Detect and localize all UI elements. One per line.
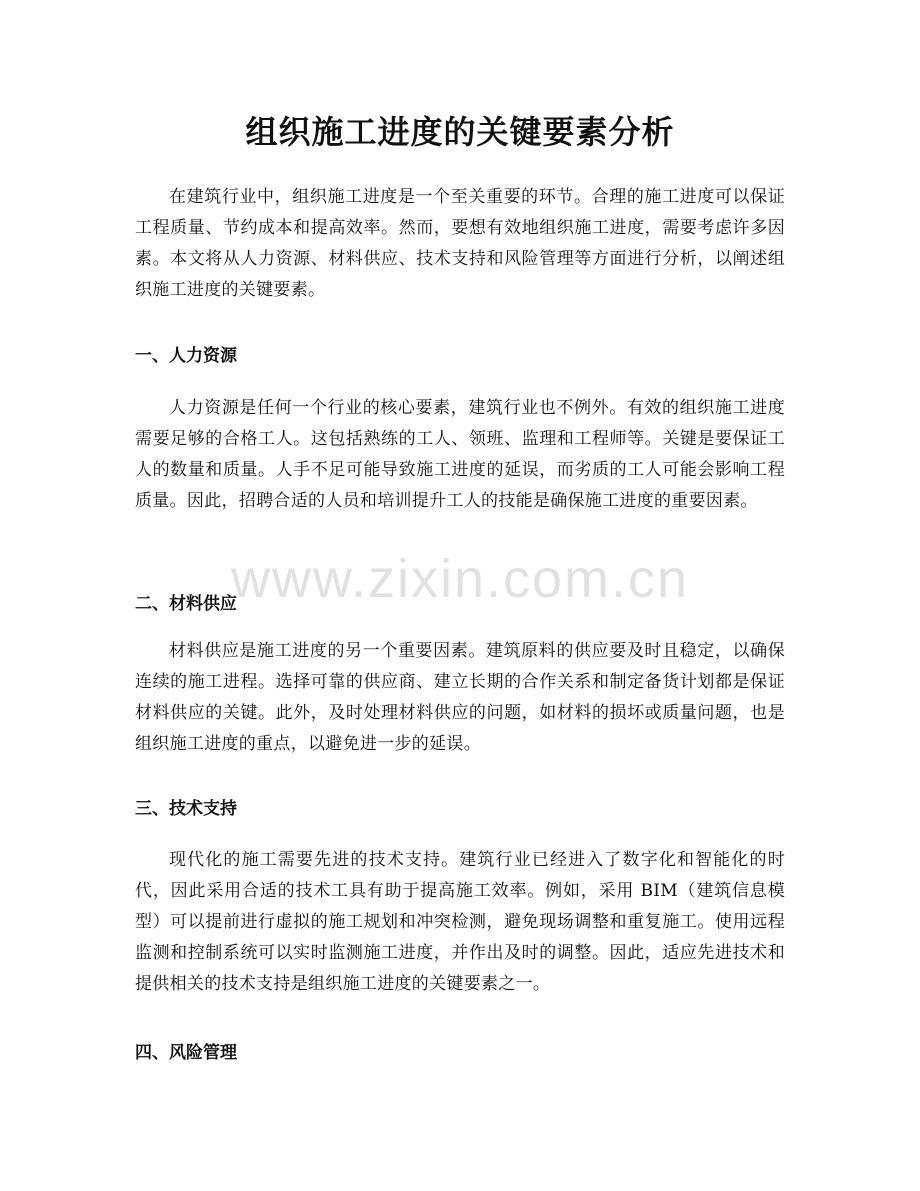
- section-body-human-resources: 人力资源是任何一个行业的核心要素，建筑行业也不例外。有效的组织施工进度需要足够的合格工人。这包括熟练的工人、领班、监理和工程师等。关键是要保证工人的数量和质量。人手不足可能导致施工进度的延误，而劣质的工人可能会影响工程质量。因此，招聘合适的人员和培训提升工人的技能是确保施工进度的重要因素。: [135, 398, 785, 511]
- section-heading-technical-support: 三、技术支持: [135, 799, 237, 819]
- page-title: 组织施工进度的关键要素分析: [245, 113, 675, 151]
- section-heading-risk-management: 四、风险管理: [135, 1043, 237, 1063]
- intro-paragraph: 在建筑行业中，组织施工进度是一个至关重要的环节。合理的施工进度可以保证工程质量、节约成本和提高效率。然而，要想有效地组织施工进度，需要考虑许多因素。本文将从人力资源、材料供应、技术支持和风险管理等方面进行分析，以阐述组织施工进度的关键要素。: [135, 187, 785, 300]
- section-heading-material-supply: 二、材料供应: [135, 594, 237, 614]
- section-heading-human-resources: 一、人力资源: [135, 346, 237, 366]
- section-body-technical-support: 现代化的施工需要先进的技术支持。建筑行业已经进入了数字化和智能化的时代，因此采用合适的技术工具有助于提高施工效率。例如，采用 BIM（建筑信息模型）可以提前进行虚拟的施工规划和冲突检测，避免现场调整和重复施工。使用远程监测和控制系统可以实时监测施工进度，并作出及时的调整。因此，适应先进技术和提供相关的技术支持是组织施工进度的关键要素之一。: [135, 850, 785, 994]
- watermark: www.zixin.com.cn: [230, 549, 690, 609]
- section-body-material-supply: 材料供应是施工进度的另一个重要因素。建筑原料的供应要及时且稳定，以确保连续的施工进程。选择可靠的供应商、建立长期的合作关系和制定备货计划都是保证材料供应的关键。此外，及时处理材料供应的问题，如材料的损坏或质量问题，也是组织施工进度的重点，以避免进一步的延误。: [135, 641, 785, 754]
